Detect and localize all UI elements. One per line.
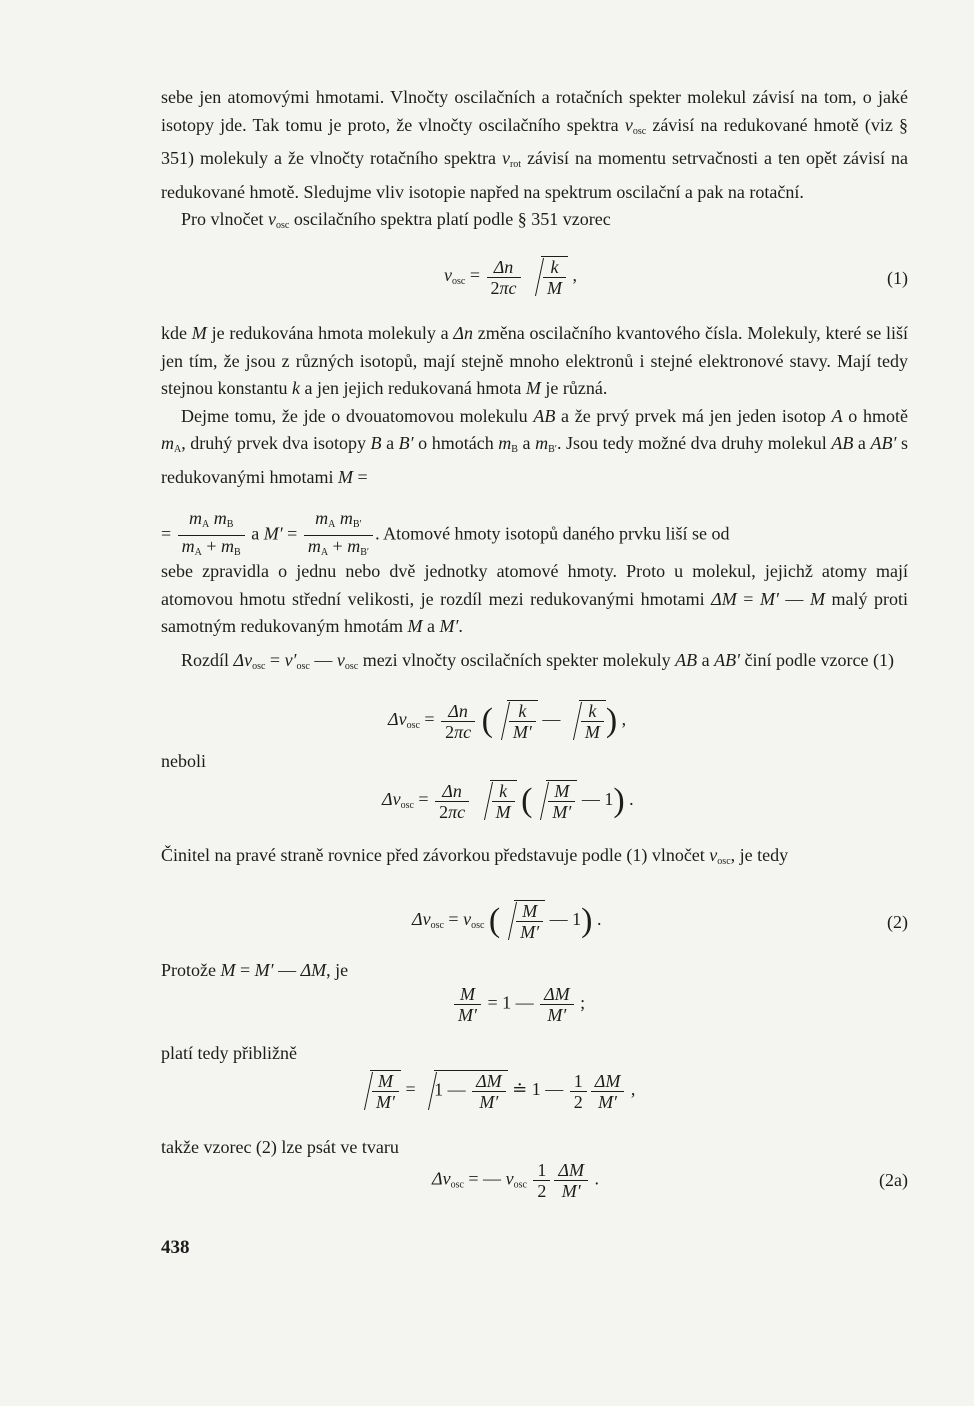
paragraph-isotope-mass: sebe zpravidla o jednu nebo dvě jednotky atomové hmoty. Proto u molekul, jejichž atomy mají atomovou hmotu střední velikosti, je rozdíl mezi redukovanými hmotami ΔM = M′ — M malý proti samotným redukovaným hmotám M a M′. Rozdíl $\Delta\nu_{osc} = \nu'_{osc}$ — $\nu_{osc}$ mezi vlnočty oscilačních spekter molekuly AB a AB′ činí podle vzorce (1) [161, 561, 908, 672]
equation-2a: $\Delta\nu_{osc}$ = — $\nu_{osc}$ $\frac{1}{2}$ $\frac{\Delta M}{M'}$ . [432, 1160, 599, 1201]
text-takze: takže vzorec (2) lze psát ve tvaru [161, 1137, 399, 1157]
paragraph-intro: sebe jen atomovými hmotami. Vlnočty oscilačních a rotačních spekter molekul závisí na tom, o jaké isotopy jde. Tak tomu je proto, že vlnočty oscilačního spektra $\nu_{osc}$ závisí na redukované hmotě (viz § 351) molekuly a že vlnočty rotačního spektra $\nu_{rot}$ závisí na momentu setrvačnosti a ten opět závisí na redukované hmotě. Sledujme vliv isotopie napřed na spektrum oscilační a pak na rotační. Pro vlnočet $\nu_{osc}$ oscilačního spektra platí podle § 351 vzorec [161, 87, 909, 231]
equation-2a-label: (2a) [879, 1170, 908, 1190]
equation-difference: $\Delta\nu_{osc}$ = $\frac{\Delta n}{2\pi c}$ ( $\frac{k}{M'}$ — $\frac{k}{M}$ ) , [388, 700, 627, 742]
page-number: 438 [161, 1237, 190, 1258]
equation-2-label: (2) [887, 912, 908, 932]
text-protoze: Protože M = M′ — ΔM, je [161, 960, 349, 980]
paragraph-factor: Činitel na pravé straně rovnice před závorkou představuje podle (1) vlnočet $\nu_{osc}$, je tedy [161, 845, 789, 867]
equation-1: $\nu_{osc}$ = $\frac{\Delta n}{2\pi c}$ $\frac{k}{M}$ , [444, 256, 578, 298]
text-neboli: neboli [161, 751, 206, 771]
equation-difference-factored: $\Delta\nu_{osc}$ = $\frac{\Delta n}{2\pi c}$ $\frac{k}{M}$ ( $\frac{M}{M'}$ — 1) . [382, 780, 634, 822]
text-plati: platí tedy přibližně [161, 1043, 297, 1063]
equation-approximation: $\frac{M}{M'}$ = 1 — $\frac{\Delta M}{M'}$ ≐ 1 — $\frac{1}{2}$ $\frac{\Delta M}{M'}$ , [356, 1070, 635, 1112]
reduced-mass-formulas: = $\frac{m_A m_B}{m_A + m_B}$ a M′ = $\frac{m_A m_{B'}}{m_A + m_{B'}}$ . Atomové hmoty isotopů daného prvku liší se od [161, 508, 730, 558]
equation-1-label: (1) [887, 268, 908, 288]
equation-2: $\Delta\nu_{osc} = \nu_{osc}$ ( $\frac{M}{M'}$ — 1) . [412, 901, 602, 942]
equation-ratio: $\frac{M}{M'}$ = 1 — $\frac{\Delta M}{M'}$ ; [452, 984, 585, 1025]
paragraph-reduced-mass: kde M je redukována hmota molekuly a Δn změna oscilačního kvantového čísla. Molekuly, které se liší jen tím, že jsou z různých isotopů, mají stejně mnoho elektronů i stejné elektronové stavy. Mají tedy stejnou konstantu k a jen jejich redukovaná hmota M je různá. Dejme tomu, že jde o dvouatomovou molekulu AB a že prvý prvek má jen jeden isotop A o hmotě $m_A$, druhý prvek dva isotopy B a B′ o hmotách $m_B$ a $m_{B'}$. Jsou tedy možné dva druhy molekul AB a AB′ s redukovanými hmotami M = [161, 323, 908, 487]
